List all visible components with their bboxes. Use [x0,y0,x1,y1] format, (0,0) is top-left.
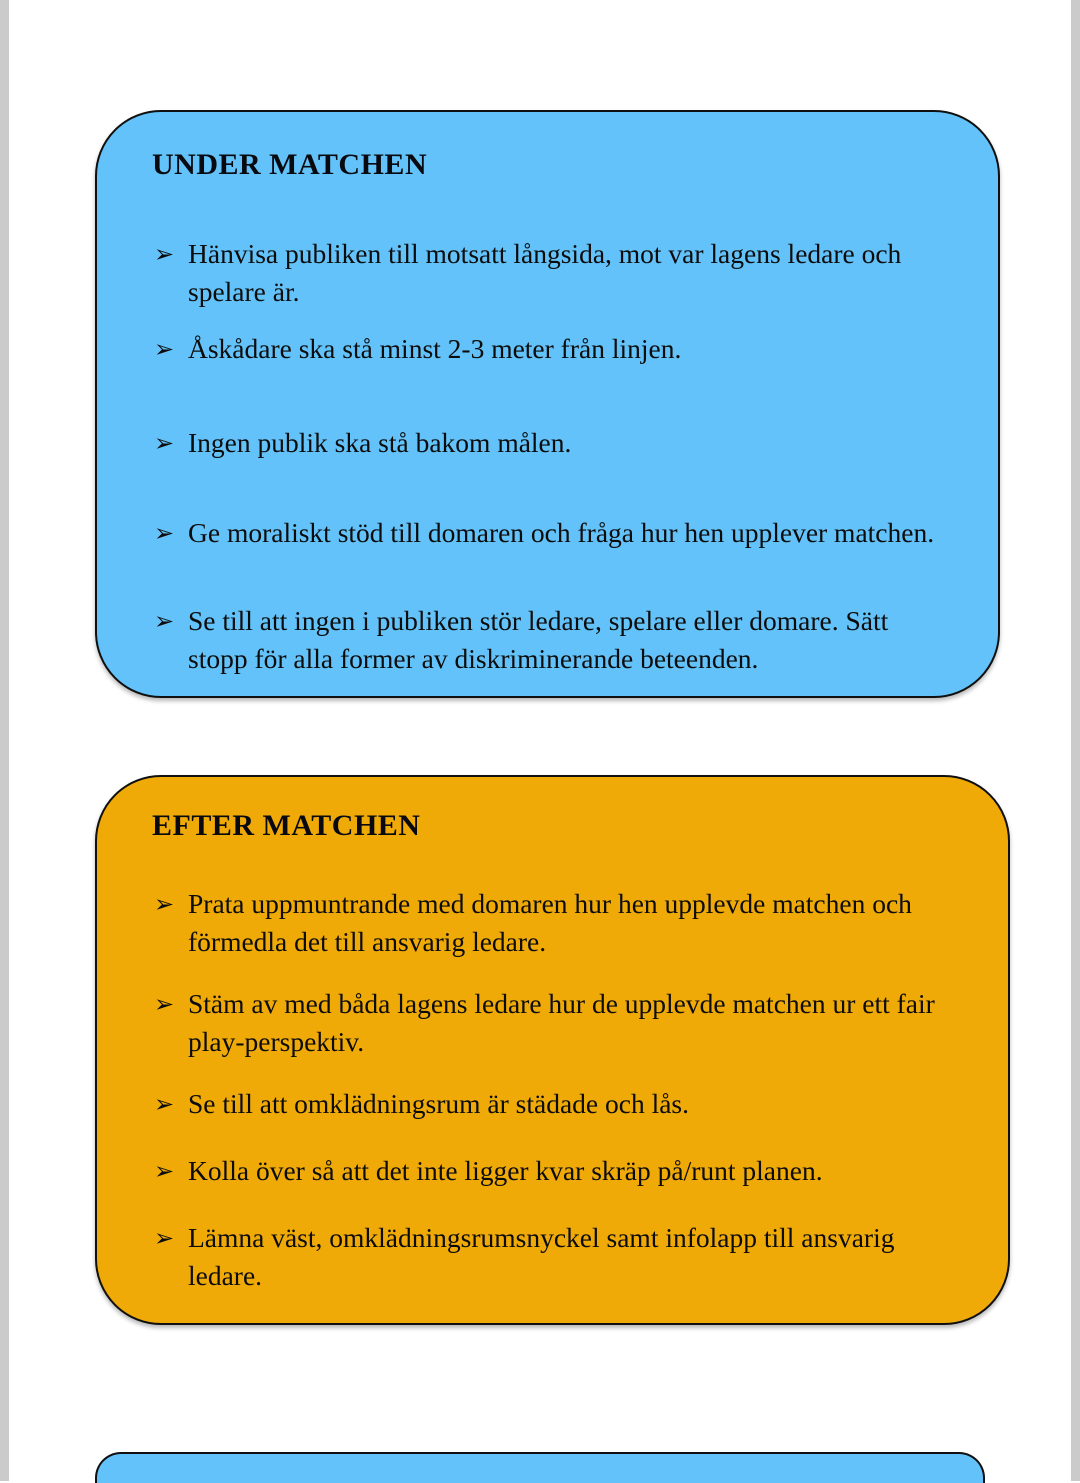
next-section-peek [95,1452,985,1483]
list-item [154,235,974,311]
page-edge-left [0,0,9,1481]
bullet-text-line: ledare. [188,1260,263,1291]
bullet-text-line: Ingen publik ska stå bakom målen. [188,427,572,458]
list-item [154,602,974,678]
bullet-text-line: spelare är. [188,276,300,307]
bullet-text-line: Hänvisa publiken till motsatt långsida, mot var lagens ledare och [188,238,902,269]
bullet-text-line: Stäm av med båda lagens ledare hur de upplevde matchen ur ett fair [188,988,935,1019]
arrow-bullet-icon: ➢ [154,1090,175,1118]
bullet-text-line: Lämna väst, omklädningsrumsnyckel samt infolapp till ansvarig [188,1222,895,1253]
bullet-text-line: Åskådare ska stå minst 2-3 meter från linjen. [188,333,682,364]
list-item [154,514,974,552]
section-title: UNDER MATCHEN [152,148,428,181]
list-item [154,330,974,368]
bullet-text-line: förmedla det till ansvarig ledare. [188,926,547,957]
bullet-text-line: Ge moraliskt stöd till domaren och fråga hur hen upplever matchen. [188,517,935,548]
list-item [154,1085,984,1123]
arrow-bullet-icon: ➢ [154,890,175,918]
bullet-text-line: play-perspektiv. [188,1026,365,1057]
arrow-bullet-icon: ➢ [154,990,175,1018]
bullet-text-line: Prata uppmuntrande med domaren hur hen upplevde matchen och [188,888,912,919]
bullet-text-line: stopp för alla former av diskriminerande beteenden. [188,643,759,674]
bullet-text-line: Se till att omklädningsrum är städade och lås. [188,1088,690,1119]
list-item [154,1219,984,1295]
list-item [154,885,984,961]
list-item [154,985,984,1061]
list-item [154,1152,984,1190]
bullet-text-line: Kolla över så att det inte ligger kvar skräp på/runt planen. [188,1155,823,1186]
arrow-bullet-icon: ➢ [154,1224,175,1252]
page-edge-right [1071,0,1080,1481]
section-title: EFTER MATCHEN [152,809,421,842]
arrow-bullet-icon: ➢ [154,607,175,635]
list-item [154,424,974,462]
arrow-bullet-icon: ➢ [154,335,175,363]
bullet-text-line: Se till att ingen i publiken stör ledare, spelare eller domare. Sätt [188,605,889,636]
arrow-bullet-icon: ➢ [154,1157,175,1185]
section-card-efter-matchen [95,775,1010,1325]
section-card-under-matchen [95,110,1000,698]
arrow-bullet-icon: ➢ [154,240,175,268]
arrow-bullet-icon: ➢ [154,429,175,457]
arrow-bullet-icon: ➢ [154,519,175,547]
